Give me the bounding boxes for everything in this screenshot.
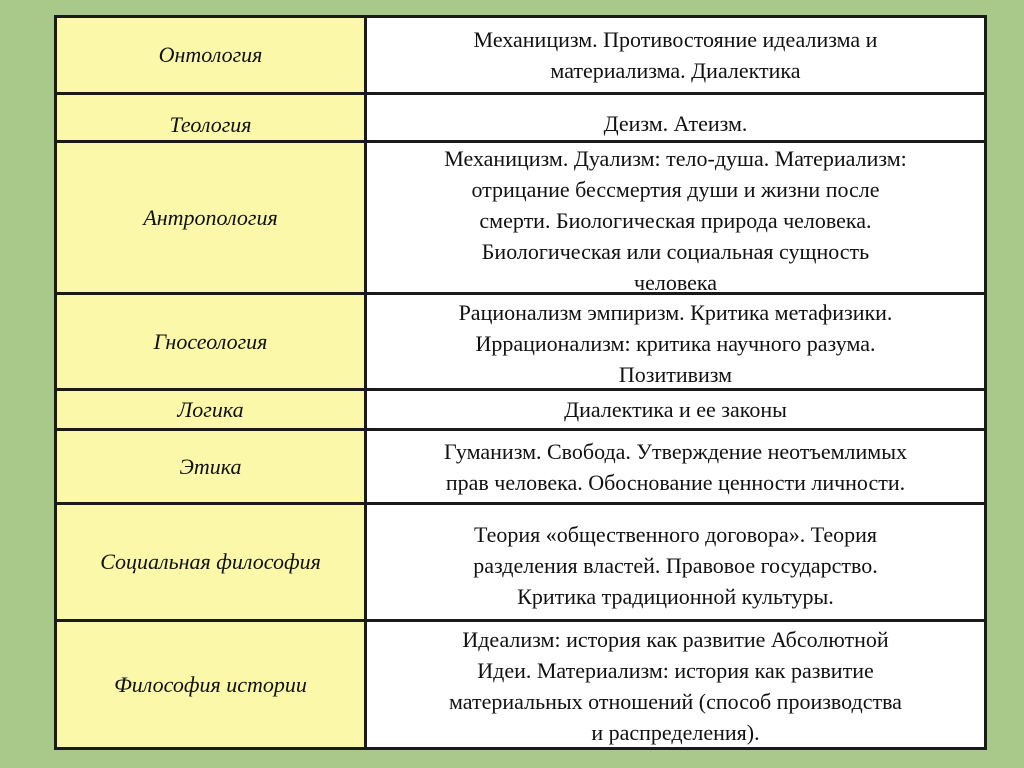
description-line: Механицизм. Дуализм: тело-душа. Материализм:	[444, 146, 907, 171]
description-line: материальных отношений (способ производства	[449, 689, 902, 714]
description-line: Идеи. Материализм: история как развитие	[477, 658, 874, 683]
table-row-gnoseology	[57, 295, 984, 388]
topic-cell: Антропология	[57, 143, 367, 292]
description-line: человека	[634, 270, 717, 292]
description-cell	[367, 95, 984, 140]
description-line: Рационализм эмпиризм. Критика метафизики.	[458, 300, 893, 325]
description-line: Диалектика и ее законы	[564, 397, 787, 422]
topic-cell: Философия истории	[57, 622, 367, 747]
description-line: Идеализм: история как развитие Абсолютной	[462, 627, 889, 652]
description-line: прав человека. Обоснование ценности личности.	[445, 469, 906, 495]
table-row-theology	[57, 95, 984, 140]
table-row-anthropology	[57, 143, 984, 292]
description-line: Критика традиционной культуры.	[517, 583, 834, 609]
table-row-ontology	[57, 18, 984, 92]
description-cell	[367, 143, 984, 292]
description-line: и распределения).	[591, 720, 760, 745]
description-line: Позитивизм	[618, 362, 733, 387]
topic-cell: Логика	[57, 391, 367, 428]
description-cell	[367, 505, 984, 619]
description-cell	[367, 295, 984, 388]
topic-cell: Онтология	[57, 18, 367, 92]
description-line: Механицизм. Противостояние идеализма и	[473, 27, 878, 52]
topic-cell: Теология	[57, 95, 367, 140]
table-row-logic	[57, 391, 984, 428]
topic-cell: Этика	[57, 431, 367, 502]
table-row-philosophy-of-history	[57, 622, 984, 747]
description-line: Гуманизм. Свобода. Утверждение неотъемлимых	[444, 438, 907, 464]
description-line: разделения властей. Правовое государство.	[473, 552, 878, 578]
description-line: Деизм. Атеизм.	[603, 111, 748, 136]
description-line: Биологическая или социальная сущность	[481, 239, 870, 264]
description-line: смерти. Биологическая природа человека.	[479, 208, 872, 233]
description-cell	[367, 391, 984, 428]
description-line: отрицание бессмертия души и жизни после	[471, 177, 880, 202]
description-line: материализма. Диалектика	[550, 58, 801, 83]
philosophy-table	[54, 15, 987, 750]
description-line: Иррационализм: критика научного разума.	[475, 331, 876, 356]
description-cell	[367, 18, 984, 92]
topic-cell: Социальная философия	[57, 505, 367, 619]
description-line: Теория «общественного договора». Теория	[473, 521, 878, 547]
table-row-ethics	[57, 431, 984, 502]
table-row-social-philosophy	[57, 505, 984, 619]
topic-cell: Гносеология	[57, 295, 367, 388]
description-cell	[367, 431, 984, 502]
description-cell	[367, 622, 984, 747]
